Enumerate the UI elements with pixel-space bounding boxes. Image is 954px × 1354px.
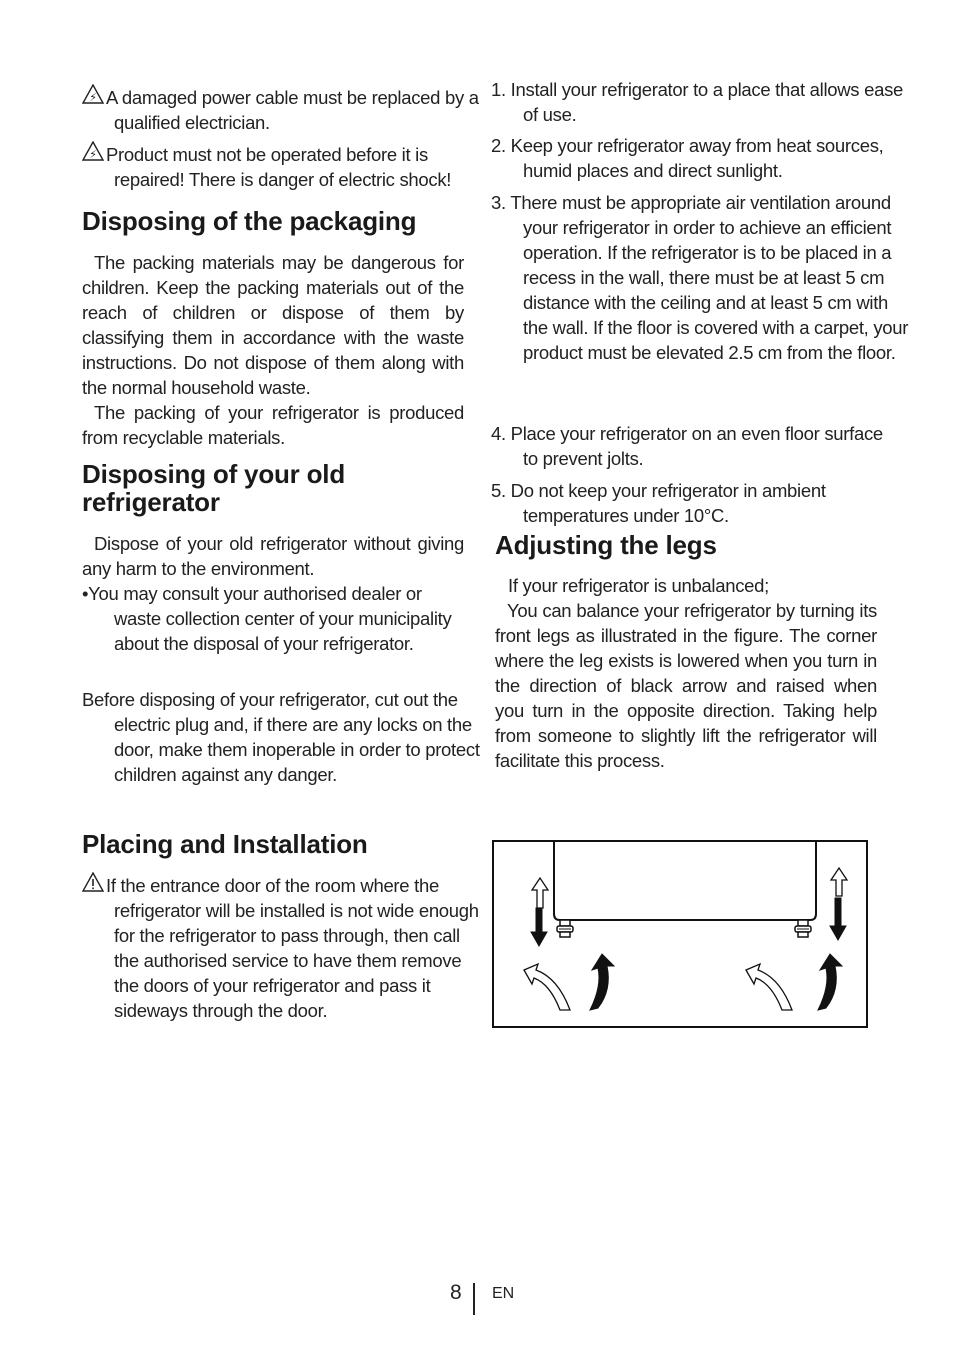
legs-intro: If your refrigerator is unbalanced;	[508, 575, 769, 596]
packaging-paragraph-1: The packing materials may be dangerous for children. Keep the packing materials out of the reach of children or dispose of them by classifying them in accordance with the waste instructions. Do not dispose of them along with the normal household waste.	[82, 252, 464, 398]
old-fridge-bullet: •You may consult your authorised dealer or waste collection center of your municipality about the disposal of your refrigerator.	[82, 583, 452, 654]
right-foot-icon	[795, 920, 811, 937]
warning-do-not-operate: ⚡ Product must not be operated before it is repaired! There is danger of electric shock!	[82, 141, 496, 192]
list-item: 5. Do not keep your refrigerator in ambient temperatures under 10°C.	[491, 480, 826, 526]
list-item: 1. Install your refrigerator to a place that allows ease of use.	[491, 79, 904, 125]
left-rotate-arrows-icon	[524, 954, 614, 1010]
old-fridge-paragraph-2: Before disposing of your refrigerator, cut out the electric plug and, if there are any locks on the door, make them inoperable in order to protect children against any danger.	[82, 689, 480, 785]
list-item: 2. Keep your refrigerator away from heat sources, humid places and direct sunlight.	[491, 135, 884, 181]
list-item: 4. Place your refrigerator on an even floor surface to prevent jolts.	[491, 423, 883, 469]
packaging-paragraph-2: The packing of your refrigerator is produced from recyclable materials.	[82, 402, 464, 448]
right-rotate-arrows-icon	[746, 954, 842, 1010]
right-raise-lower-arrows-icon	[830, 868, 847, 940]
footer-divider	[473, 1283, 475, 1315]
old-fridge-paragraph-1: Dispose of your old refrigerator without giving any harm to the environment.	[82, 533, 464, 579]
heading-disposing-packaging: Disposing of the packaging	[82, 206, 417, 236]
language-code: EN	[492, 1285, 515, 1302]
heading-adjusting-legs: Adjusting the legs	[495, 530, 717, 560]
leg-adjustment-illustration	[494, 842, 866, 1026]
warning-icon	[82, 141, 106, 163]
heading-placing-installation: Placing and Installation	[82, 829, 368, 859]
heading-disposing-old-fridge: Disposing of your old refrigerator	[82, 459, 346, 517]
leg-adjustment-figure	[492, 840, 868, 1028]
page-number: 8	[450, 1281, 462, 1304]
warning-power-cable: ⚡ A damaged power cable must be replaced by a qualified electrician.	[82, 84, 496, 135]
svg-text:⚡: ⚡	[89, 148, 97, 161]
svg-text:⚡: ⚡	[89, 91, 97, 104]
legs-paragraph: You can balance your refrigerator by turning its front legs as illustrated in the figure. The corner where the leg exists is lowered when you turn in the direction of black arrow and raised when you turn in the opposite direction. Taking help from someone to slightly lift the refrigerator will facilitate this process.	[495, 600, 877, 771]
warning-icon	[82, 84, 106, 106]
warning-icon	[82, 872, 106, 894]
list-item: 3. There must be appropriate air ventilation around your refrigerator in order to achieve an efficient operation. If the refrigerator is to be placed in a recess in the wall, there must be at least 5 cm distance with the ceiling and at least 5 cm with the wall. If the floor is covered with a carpet, your product must be elevated 2.5 cm from the floor.	[491, 192, 909, 363]
left-foot-icon	[557, 920, 573, 937]
placing-warning: If the entrance door of the room where the refrigerator will be installed is not wide enough for the refrigerator to pass through, then call the authorised service to have them remove the doors of your refrigerator and pass it sideways through the door.	[82, 872, 486, 1023]
left-raise-lower-arrows-icon	[531, 878, 548, 946]
